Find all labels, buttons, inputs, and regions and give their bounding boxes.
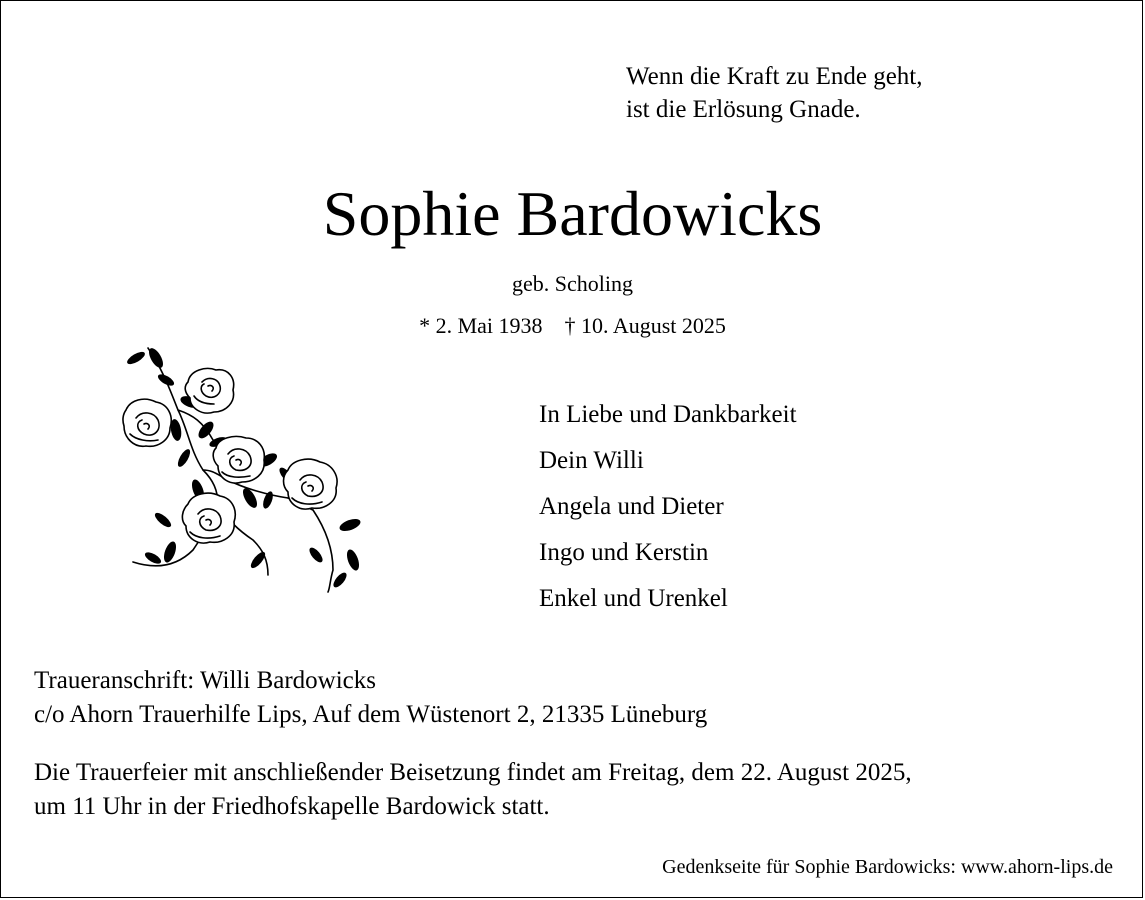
motto-line-1: Wenn die Kraft zu Ende geht, [626, 63, 923, 90]
roses-icon [118, 330, 368, 595]
mourner-line: Dein Willi [539, 447, 644, 474]
deceased-name: Sophie Bardowicks [322, 178, 823, 249]
address-line-1: Traueranschrift: Willi Bardowicks [34, 667, 376, 694]
birth-name: geb. Scholing [512, 271, 633, 296]
memorial-page-link[interactable]: Gedenkseite für Sophie Bardowicks: www.ahorn-lips.de [662, 856, 1113, 878]
mourner-line: Enkel und Urenkel [539, 585, 728, 612]
service-line-2: um 11 Uhr in der Friedhofskapelle Bardowick statt. [34, 793, 550, 820]
motto-verse [626, 60, 922, 126]
mourning-address [34, 664, 707, 732]
motto-line-2: ist die Erlösung Gnade. [626, 96, 861, 123]
mourner-line: Angela und Dieter [539, 493, 724, 520]
death-date: † 10. August 2025 [564, 313, 726, 338]
mourners-list [539, 392, 797, 622]
funeral-service-info [34, 756, 912, 824]
birth-date: * 2. Mai 1938 [419, 313, 543, 338]
address-line-2: c/o Ahorn Trauerhilfe Lips, Auf dem Wüstenort 2, 21335 Lüneburg [34, 701, 708, 728]
mourner-line: Ingo und Kerstin [539, 539, 709, 566]
service-line-1: Die Trauerfeier mit anschließender Beisetzung findet am Freitag, dem 22. August 2025, [34, 759, 912, 786]
mourner-line: In Liebe und Dankbarkeit [539, 401, 797, 428]
